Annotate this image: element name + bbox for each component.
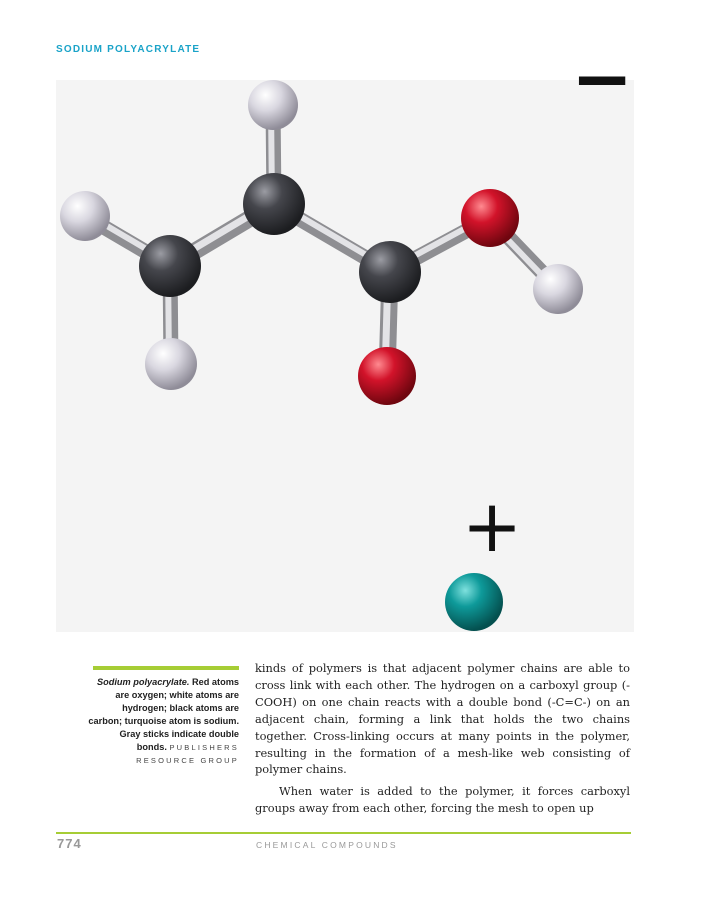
hydrogen-atom-bottom xyxy=(145,338,197,390)
caption-credit: PUBLISHERS RESOURCE GROUP xyxy=(136,743,239,765)
plus-sign: + xyxy=(461,484,523,568)
caption-rule xyxy=(93,666,239,670)
footer-rule xyxy=(56,832,631,834)
caption-title: Sodium polyacrylate. xyxy=(97,677,190,687)
body-paragraph-1: kinds of polymers is that adjacent polymer chains are able to cross link with each other. The hydrogen on a carboxyl group (-COOH) on one chain reacts with a double bond (-C=C-) on an adjacent chain, forming a link that holds the two chains together. Cross-linking occurs at many points in the polymer, resulting in the formation of a mesh-like web consisting of polymer chains. xyxy=(255,661,630,777)
figure-caption xyxy=(88,676,239,767)
hydrogen-atom-top xyxy=(248,80,298,130)
minus-sign: − xyxy=(570,36,634,122)
body-text xyxy=(255,660,630,817)
page-number: 774 xyxy=(57,836,82,851)
carbon-atom-upper xyxy=(243,173,305,235)
hydrogen-atom-left xyxy=(60,191,110,241)
hydrogen-atom-right xyxy=(533,264,583,314)
running-head: SODIUM POLYACRYLATE xyxy=(56,44,201,55)
footer-book-title: CHEMICAL COMPOUNDS xyxy=(256,840,398,850)
oxygen-atom-bottom xyxy=(358,347,416,405)
sodium-atom xyxy=(445,573,503,631)
caption-text: Red atoms are oxygen; white atoms are hydrogen; black atoms are carbon; turquoise atom is sodium. Gray sticks indicate double bonds. xyxy=(88,677,239,752)
carbon-atom-carboxyl xyxy=(359,241,421,303)
body-paragraph-2: When water is added to the polymer, it forces carboxyl groups away from each other, forcing the mesh to open up xyxy=(255,784,630,816)
carbon-atom-left xyxy=(139,235,201,297)
oxygen-atom-right xyxy=(461,189,519,247)
